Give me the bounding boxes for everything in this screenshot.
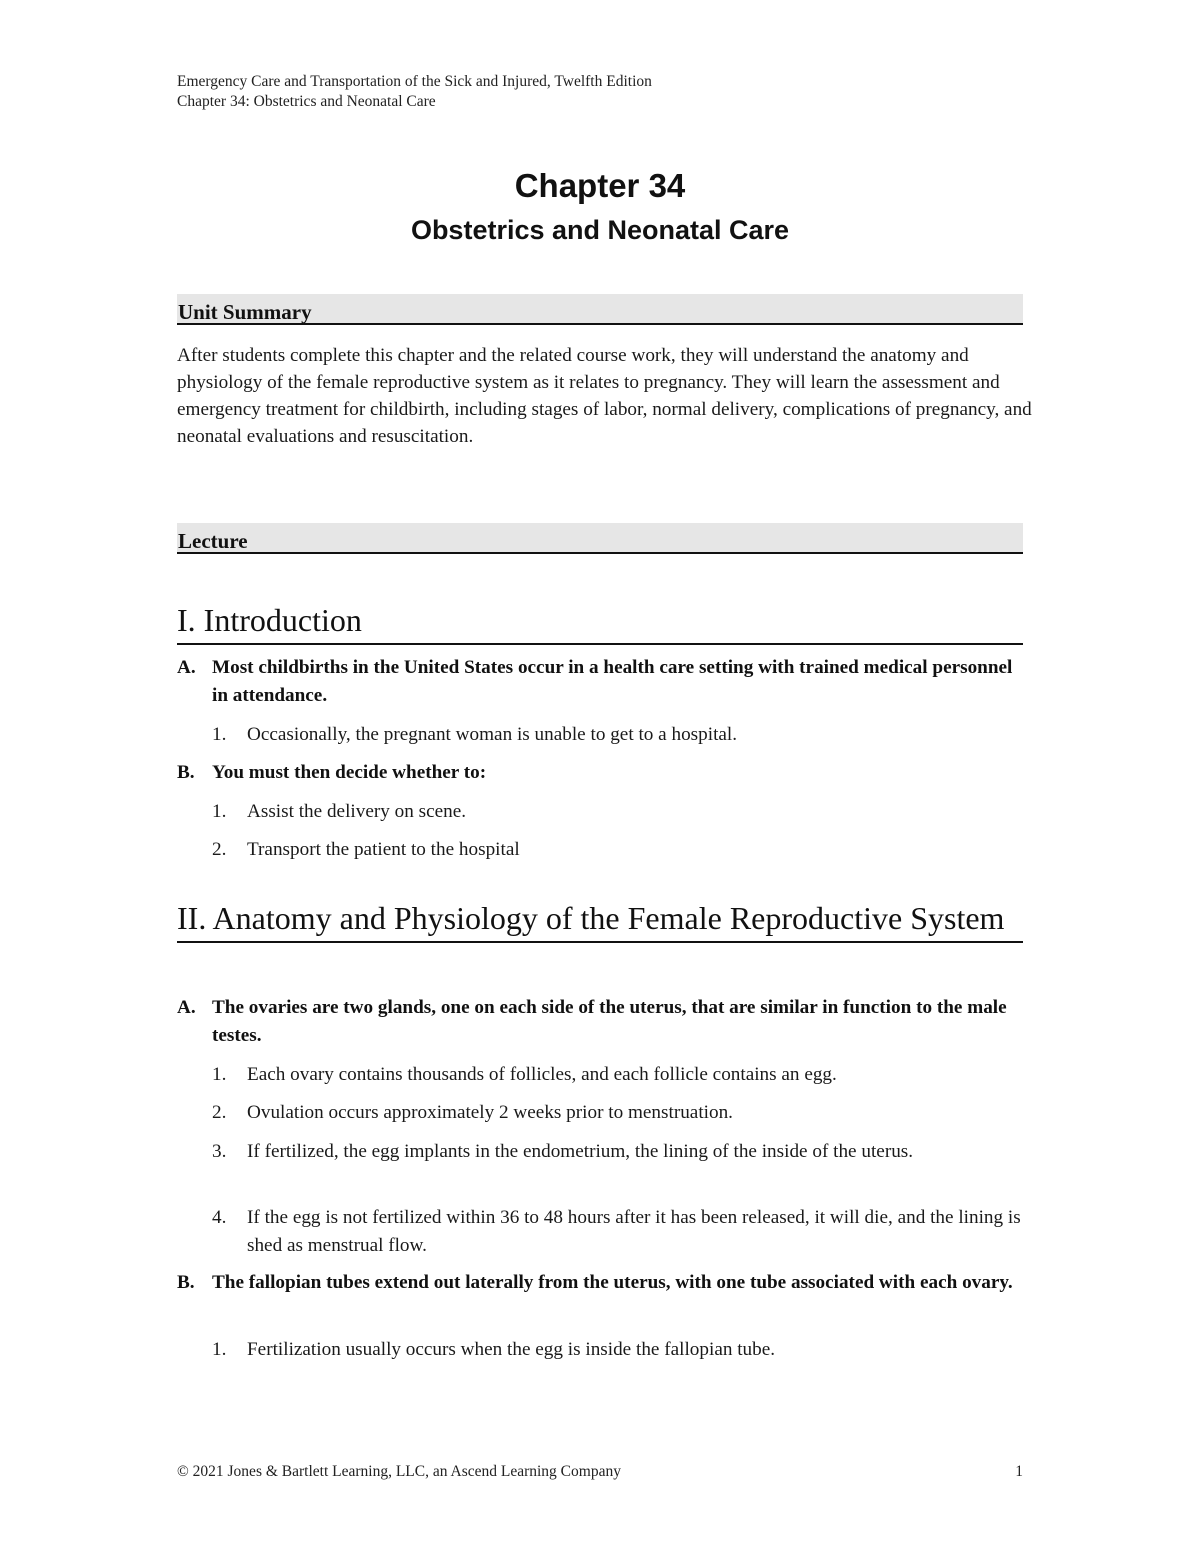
lecture-heading: Lecture: [177, 523, 1023, 554]
outline-subitem: [212, 1336, 1042, 1364]
outline-text: Each ovary contains thousands of follicles, and each follicle contains an egg.: [247, 1064, 837, 1085]
outline-marker: 2.: [212, 839, 227, 860]
outline-marker: 1.: [212, 1339, 227, 1360]
outline-text: Most childbirths in the United States occur in a health care setting with trained medical personnel in attendance.: [212, 657, 1013, 706]
outline-marker: B.: [177, 1272, 195, 1293]
header-book-title: Emergency Care and Transportation of the Sick and Injured, Twelfth Edition: [177, 73, 652, 90]
outline-subitem: [212, 1099, 1042, 1127]
page-number: 1: [1015, 1463, 1023, 1480]
outline-item: [177, 1269, 1023, 1297]
copyright-notice: © 2021 Jones & Bartlett Learning, LLC, an Ascend Learning Company: [177, 1463, 621, 1480]
outline-text: Fertilization usually occurs when the egg is inside the fallopian tube.: [247, 1339, 776, 1360]
outline-marker: 4.: [212, 1207, 227, 1228]
outline-text: The ovaries are two glands, one on each side of the uterus, that are similar in function to the male testes.: [212, 997, 1007, 1046]
outline-marker: A.: [177, 997, 196, 1018]
outline-subitem: [212, 836, 1042, 864]
outline-marker: 2.: [212, 1102, 227, 1123]
outline-text: If fertilized, the egg implants in the endometrium, the lining of the inside of the uterus.: [247, 1141, 914, 1162]
unit-summary-text: After students complete this chapter and the related course work, they will understand the anatomy and physiology of the female reproductive system as it relates to pregnancy. They will learn the assessment and emergency treatment for childbirth, including stages of labor, normal delivery, complications of pregnancy, and neonatal evaluations and resuscitation.: [177, 345, 1032, 447]
outline-subitem: [212, 1138, 1042, 1166]
outline-item: [177, 654, 1023, 710]
document-page: [177, 0, 1032, 1553]
outline-text: If the egg is not fertilized within 36 to 48 hours after it has been released, it will die, and the lining is shed as menstrual flow.: [247, 1207, 1021, 1256]
outline-text: The fallopian tubes extend out laterally from the uterus, with one tube associated with each ovary.: [212, 1272, 1013, 1293]
outline-marker: 3.: [212, 1141, 227, 1162]
running-header: [177, 72, 652, 112]
outline-item: [177, 994, 1023, 1050]
outline-item: [177, 759, 1023, 787]
header-chapter-title: Chapter 34: Obstetrics and Neonatal Care: [177, 93, 436, 110]
chapter-name: Obstetrics and Neonatal Care: [410, 215, 790, 245]
section-heading-anatomy: II. Anatomy and Physiology of the Female Reproductive System: [177, 898, 1023, 943]
unit-summary-heading: Unit Summary: [177, 294, 1023, 325]
outline-text: Ovulation occurs approximately 2 weeks prior to menstruation.: [247, 1102, 733, 1123]
chapter-title-block: [177, 166, 1023, 246]
outline-subitem: [212, 1061, 1042, 1089]
outline-text: Transport the patient to the hospital: [247, 839, 520, 860]
chapter-number: Chapter 34: [514, 167, 686, 204]
outline-marker: B.: [177, 762, 195, 783]
outline-marker: 1.: [212, 801, 227, 822]
outline-text: Occasionally, the pregnant woman is unable to get to a hospital.: [247, 724, 738, 745]
outline-subitem: [212, 721, 1042, 749]
outline-marker: 1.: [212, 1064, 227, 1085]
outline-marker: 1.: [212, 724, 227, 745]
outline-text: You must then decide whether to:: [212, 762, 487, 783]
outline-subitem: [212, 1204, 1042, 1260]
outline-text: Assist the delivery on scene.: [247, 801, 467, 822]
outline-marker: A.: [177, 657, 196, 678]
outline-subitem: [212, 798, 1042, 826]
section-heading-introduction: I. Introduction: [177, 600, 1023, 645]
